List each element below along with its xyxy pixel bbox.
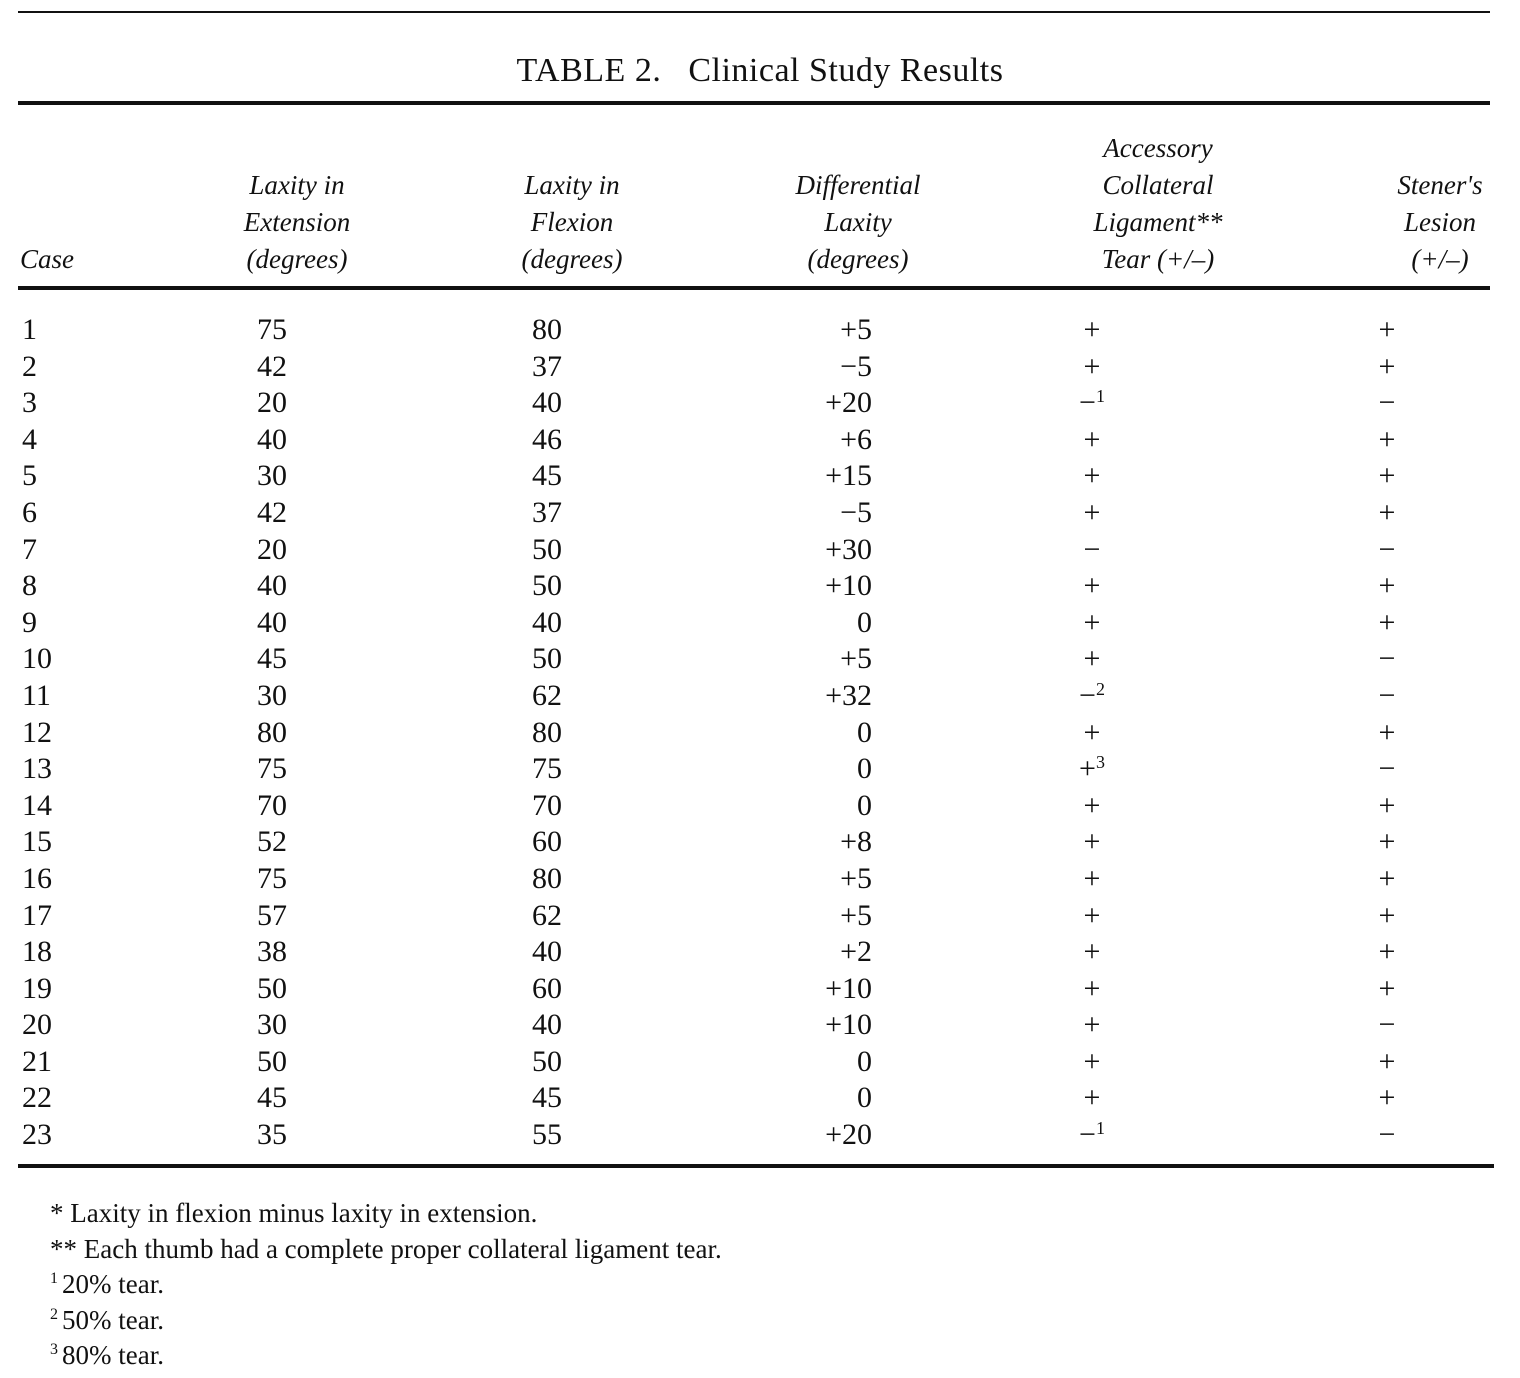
cell-steners-lesion: + — [1378, 313, 1396, 346]
footnote: $^1$ 20% tear. — [50, 1269, 164, 1299]
acl-value: + — [1083, 349, 1101, 383]
table-body — [0, 312, 1462, 1154]
cell-differential: +10 — [825, 1008, 872, 1042]
cell-differential: 0 — [857, 715, 872, 749]
cell-accessory-tear — [872, 532, 1312, 569]
cell-case: 2 — [22, 349, 37, 383]
cell-accessory-tear — [872, 1007, 1312, 1044]
cell-extension: 20 — [257, 386, 287, 420]
cell-case: 19 — [22, 971, 52, 1005]
acl-value: − — [1079, 678, 1096, 712]
table-row — [0, 349, 1462, 386]
results-table — [0, 312, 1462, 1154]
cell-differential: 0 — [857, 788, 872, 822]
header-case: Case — [20, 244, 74, 274]
cell-extension: 38 — [257, 935, 287, 969]
cell-case: 11 — [22, 678, 51, 712]
cell-case: 16 — [22, 861, 52, 895]
cell-accessory-tear — [872, 1080, 1312, 1117]
bottom-rule — [18, 1164, 1494, 1168]
table-row — [0, 934, 1462, 971]
cell-accessory-tear — [872, 1117, 1312, 1154]
cell-extension: 75 — [257, 752, 287, 786]
cell-accessory-tear — [872, 422, 1312, 459]
table-row — [0, 605, 1462, 642]
cell-flexion: 80 — [532, 313, 562, 346]
cell-steners-lesion: − — [1378, 1118, 1396, 1152]
cell-differential: 0 — [857, 752, 872, 786]
cell-flexion: 37 — [532, 349, 562, 383]
cell-steners-lesion: + — [1378, 569, 1396, 603]
cell-flexion: 50 — [532, 569, 562, 603]
cell-case: 4 — [22, 422, 37, 456]
cell-flexion: 45 — [532, 1081, 562, 1115]
cell-extension: 57 — [257, 898, 287, 932]
table-row — [0, 385, 1462, 422]
cell-differential: +5 — [840, 642, 872, 676]
cell-accessory-tear — [872, 495, 1312, 532]
cell-differential: +2 — [840, 935, 872, 969]
cell-steners-lesion: − — [1378, 386, 1396, 420]
cell-steners-lesion: + — [1378, 459, 1396, 493]
acl-value: + — [1083, 715, 1101, 749]
acl-value: + — [1083, 825, 1101, 859]
cell-case: 22 — [22, 1081, 52, 1115]
cell-flexion: 75 — [532, 752, 562, 786]
table-row — [0, 532, 1462, 569]
cell-differential: +6 — [840, 422, 872, 456]
cell-differential: +20 — [825, 1118, 872, 1152]
table-row — [0, 568, 1462, 605]
cell-steners-lesion: + — [1378, 349, 1396, 383]
table-row — [0, 422, 1462, 459]
cell-case: 14 — [22, 788, 52, 822]
footnote-marker: 2 — [1095, 678, 1105, 699]
acl-value: + — [1083, 1044, 1101, 1078]
cell-accessory-tear — [872, 641, 1312, 678]
cell-differential: +5 — [840, 898, 872, 932]
acl-value: + — [1083, 642, 1101, 676]
table-row — [0, 641, 1462, 678]
cell-extension: 50 — [257, 1044, 287, 1078]
cell-steners-lesion: + — [1378, 788, 1396, 822]
table-row — [0, 458, 1462, 495]
cell-flexion: 46 — [532, 422, 562, 456]
footnote: * Laxity in flexion minus laxity in extension. — [50, 1198, 538, 1228]
header-differential: Differential Laxity (degrees) — [795, 170, 921, 274]
cell-extension: 40 — [257, 569, 287, 603]
acl-value: − — [1079, 386, 1096, 420]
cell-accessory-tear — [872, 605, 1312, 642]
table-row — [0, 1080, 1462, 1117]
table-row — [0, 715, 1462, 752]
cell-extension: 75 — [257, 861, 287, 895]
cell-extension: 42 — [257, 495, 287, 529]
cell-accessory-tear — [872, 349, 1312, 386]
cell-flexion: 50 — [532, 1044, 562, 1078]
cell-case: 23 — [22, 1118, 52, 1152]
acl-value: − — [1079, 1118, 1096, 1152]
acl-value: + — [1079, 752, 1096, 786]
cell-extension: 30 — [257, 1008, 287, 1042]
cell-flexion: 40 — [532, 605, 562, 639]
top-rule — [18, 11, 1490, 13]
cell-case: 17 — [22, 898, 52, 932]
acl-value: + — [1083, 313, 1101, 346]
footnote-marker: 1 — [1095, 386, 1105, 407]
cell-case: 10 — [22, 642, 52, 676]
cell-differential: +20 — [825, 386, 872, 420]
cell-accessory-tear — [872, 568, 1312, 605]
acl-value: + — [1083, 971, 1101, 1005]
table-row — [0, 898, 1462, 935]
cell-accessory-tear — [872, 678, 1312, 715]
footnote-marker: 3 — [1095, 752, 1105, 773]
cell-differential: +10 — [825, 971, 872, 1005]
footnote-marker: 1 — [1095, 1118, 1105, 1139]
cell-differential: +32 — [825, 678, 872, 712]
acl-value: + — [1083, 569, 1101, 603]
cell-differential: +8 — [840, 825, 872, 859]
cell-case: 15 — [22, 825, 52, 859]
cell-steners-lesion: + — [1378, 935, 1396, 969]
cell-steners-lesion: + — [1378, 715, 1396, 749]
cell-steners-lesion: + — [1378, 495, 1396, 529]
cell-accessory-tear — [872, 898, 1312, 935]
cell-flexion: 40 — [532, 386, 562, 420]
cell-case: 1 — [22, 313, 37, 346]
cell-flexion: 50 — [532, 642, 562, 676]
cell-steners-lesion: + — [1378, 898, 1396, 932]
cell-flexion: 70 — [532, 788, 562, 822]
cell-extension: 20 — [257, 532, 287, 566]
cell-differential: 0 — [857, 605, 872, 639]
table-title: TABLE 2. Clinical Study Results — [516, 52, 1004, 89]
cell-steners-lesion: + — [1378, 971, 1396, 1005]
cell-extension: 45 — [257, 642, 287, 676]
cell-accessory-tear — [872, 861, 1312, 898]
acl-value: + — [1083, 605, 1101, 639]
cell-differential: 0 — [857, 1081, 872, 1115]
cell-case: 8 — [22, 569, 37, 603]
cell-extension: 50 — [257, 971, 287, 1005]
cell-extension: 45 — [257, 1081, 287, 1115]
cell-extension: 30 — [257, 678, 287, 712]
header-extension: Laxity in Extension (degrees) — [243, 170, 351, 274]
acl-value: + — [1083, 459, 1101, 493]
table-row — [0, 971, 1462, 1008]
header-steners-lesion: Stener's Lesion (+/–) — [1397, 170, 1483, 274]
cell-steners-lesion: + — [1378, 1044, 1396, 1078]
acl-value: − — [1083, 532, 1101, 566]
cell-case: 9 — [22, 605, 37, 639]
acl-value: + — [1083, 935, 1101, 969]
acl-value: + — [1083, 495, 1101, 529]
cell-extension: 35 — [257, 1118, 287, 1152]
cell-differential: +30 — [825, 532, 872, 566]
cell-flexion: 45 — [532, 459, 562, 493]
cell-extension: 42 — [257, 349, 287, 383]
cell-case: 20 — [22, 1008, 52, 1042]
cell-case: 7 — [22, 532, 37, 566]
cell-case: 21 — [22, 1044, 52, 1078]
header-accessory-tear: Accessory Collateral Ligament** Tear (+/–) — [1093, 133, 1223, 274]
table-row — [0, 751, 1462, 788]
acl-value: + — [1083, 898, 1101, 932]
cell-case: 18 — [22, 935, 52, 969]
cell-case: 3 — [22, 386, 37, 420]
cell-flexion: 60 — [532, 825, 562, 859]
table-row — [0, 824, 1462, 861]
cell-accessory-tear — [872, 312, 1312, 349]
footnote: $^3$ 80% tear. — [50, 1340, 164, 1370]
cell-extension: 40 — [257, 422, 287, 456]
cell-differential: 0 — [857, 1044, 872, 1078]
table-row — [0, 1007, 1462, 1044]
cell-case: 6 — [22, 495, 37, 529]
cell-extension: 40 — [257, 605, 287, 639]
cell-accessory-tear — [872, 971, 1312, 1008]
header-flexion: Laxity in Flexion (degrees) — [521, 170, 623, 274]
cell-differential: +10 — [825, 569, 872, 603]
table-row — [0, 312, 1462, 349]
cell-differential: +5 — [840, 313, 872, 346]
acl-value: + — [1083, 861, 1101, 895]
table-row — [0, 788, 1462, 825]
acl-value: + — [1083, 422, 1101, 456]
acl-value: + — [1083, 1008, 1101, 1042]
cell-flexion: 37 — [532, 495, 562, 529]
header-rule — [18, 286, 1490, 290]
cell-accessory-tear — [872, 788, 1312, 825]
cell-extension: 80 — [257, 715, 287, 749]
cell-extension: 70 — [257, 788, 287, 822]
cell-flexion: 55 — [532, 1118, 562, 1152]
footnote: ** Each thumb had a complete proper collateral ligament tear. — [50, 1233, 722, 1264]
cell-steners-lesion: − — [1378, 752, 1396, 786]
cell-accessory-tear — [872, 715, 1312, 752]
footnote: $^2$ 50% tear. — [50, 1304, 164, 1335]
cell-accessory-tear — [872, 934, 1312, 971]
cell-accessory-tear — [872, 458, 1312, 495]
acl-value: + — [1083, 1081, 1101, 1115]
cell-extension: 30 — [257, 459, 287, 493]
cell-case: 12 — [22, 715, 52, 749]
cell-differential: −5 — [840, 349, 872, 383]
cell-accessory-tear — [872, 751, 1312, 788]
cell-flexion: 62 — [532, 898, 562, 932]
table-row — [0, 678, 1462, 715]
title-rule — [18, 101, 1490, 105]
cell-flexion: 40 — [532, 1008, 562, 1042]
cell-accessory-tear — [872, 1044, 1312, 1081]
cell-steners-lesion: − — [1378, 678, 1396, 712]
cell-accessory-tear — [872, 824, 1312, 861]
table-row — [0, 1117, 1462, 1154]
cell-flexion: 80 — [532, 715, 562, 749]
cell-differential: +15 — [825, 459, 872, 493]
cell-flexion: 62 — [532, 678, 562, 712]
cell-steners-lesion: − — [1378, 1008, 1396, 1042]
table-row — [0, 861, 1462, 898]
cell-extension: 75 — [257, 313, 287, 346]
cell-case: 13 — [22, 752, 52, 786]
cell-case: 5 — [22, 459, 37, 493]
table-row — [0, 1044, 1462, 1081]
cell-extension: 52 — [257, 825, 287, 859]
footnotes — [50, 1196, 722, 1374]
acl-value: + — [1083, 788, 1101, 822]
cell-steners-lesion: + — [1378, 422, 1396, 456]
cell-steners-lesion: + — [1378, 861, 1396, 895]
cell-steners-lesion: + — [1378, 1081, 1396, 1115]
cell-flexion: 60 — [532, 971, 562, 1005]
cell-steners-lesion: − — [1378, 532, 1396, 566]
cell-steners-lesion: − — [1378, 642, 1396, 676]
cell-steners-lesion: + — [1378, 825, 1396, 859]
cell-differential: +5 — [840, 861, 872, 895]
cell-flexion: 50 — [532, 532, 562, 566]
table-row — [0, 495, 1462, 532]
cell-flexion: 80 — [532, 861, 562, 895]
cell-steners-lesion: + — [1378, 605, 1396, 639]
cell-flexion: 40 — [532, 935, 562, 969]
cell-differential: −5 — [840, 495, 872, 529]
cell-accessory-tear — [872, 385, 1312, 422]
